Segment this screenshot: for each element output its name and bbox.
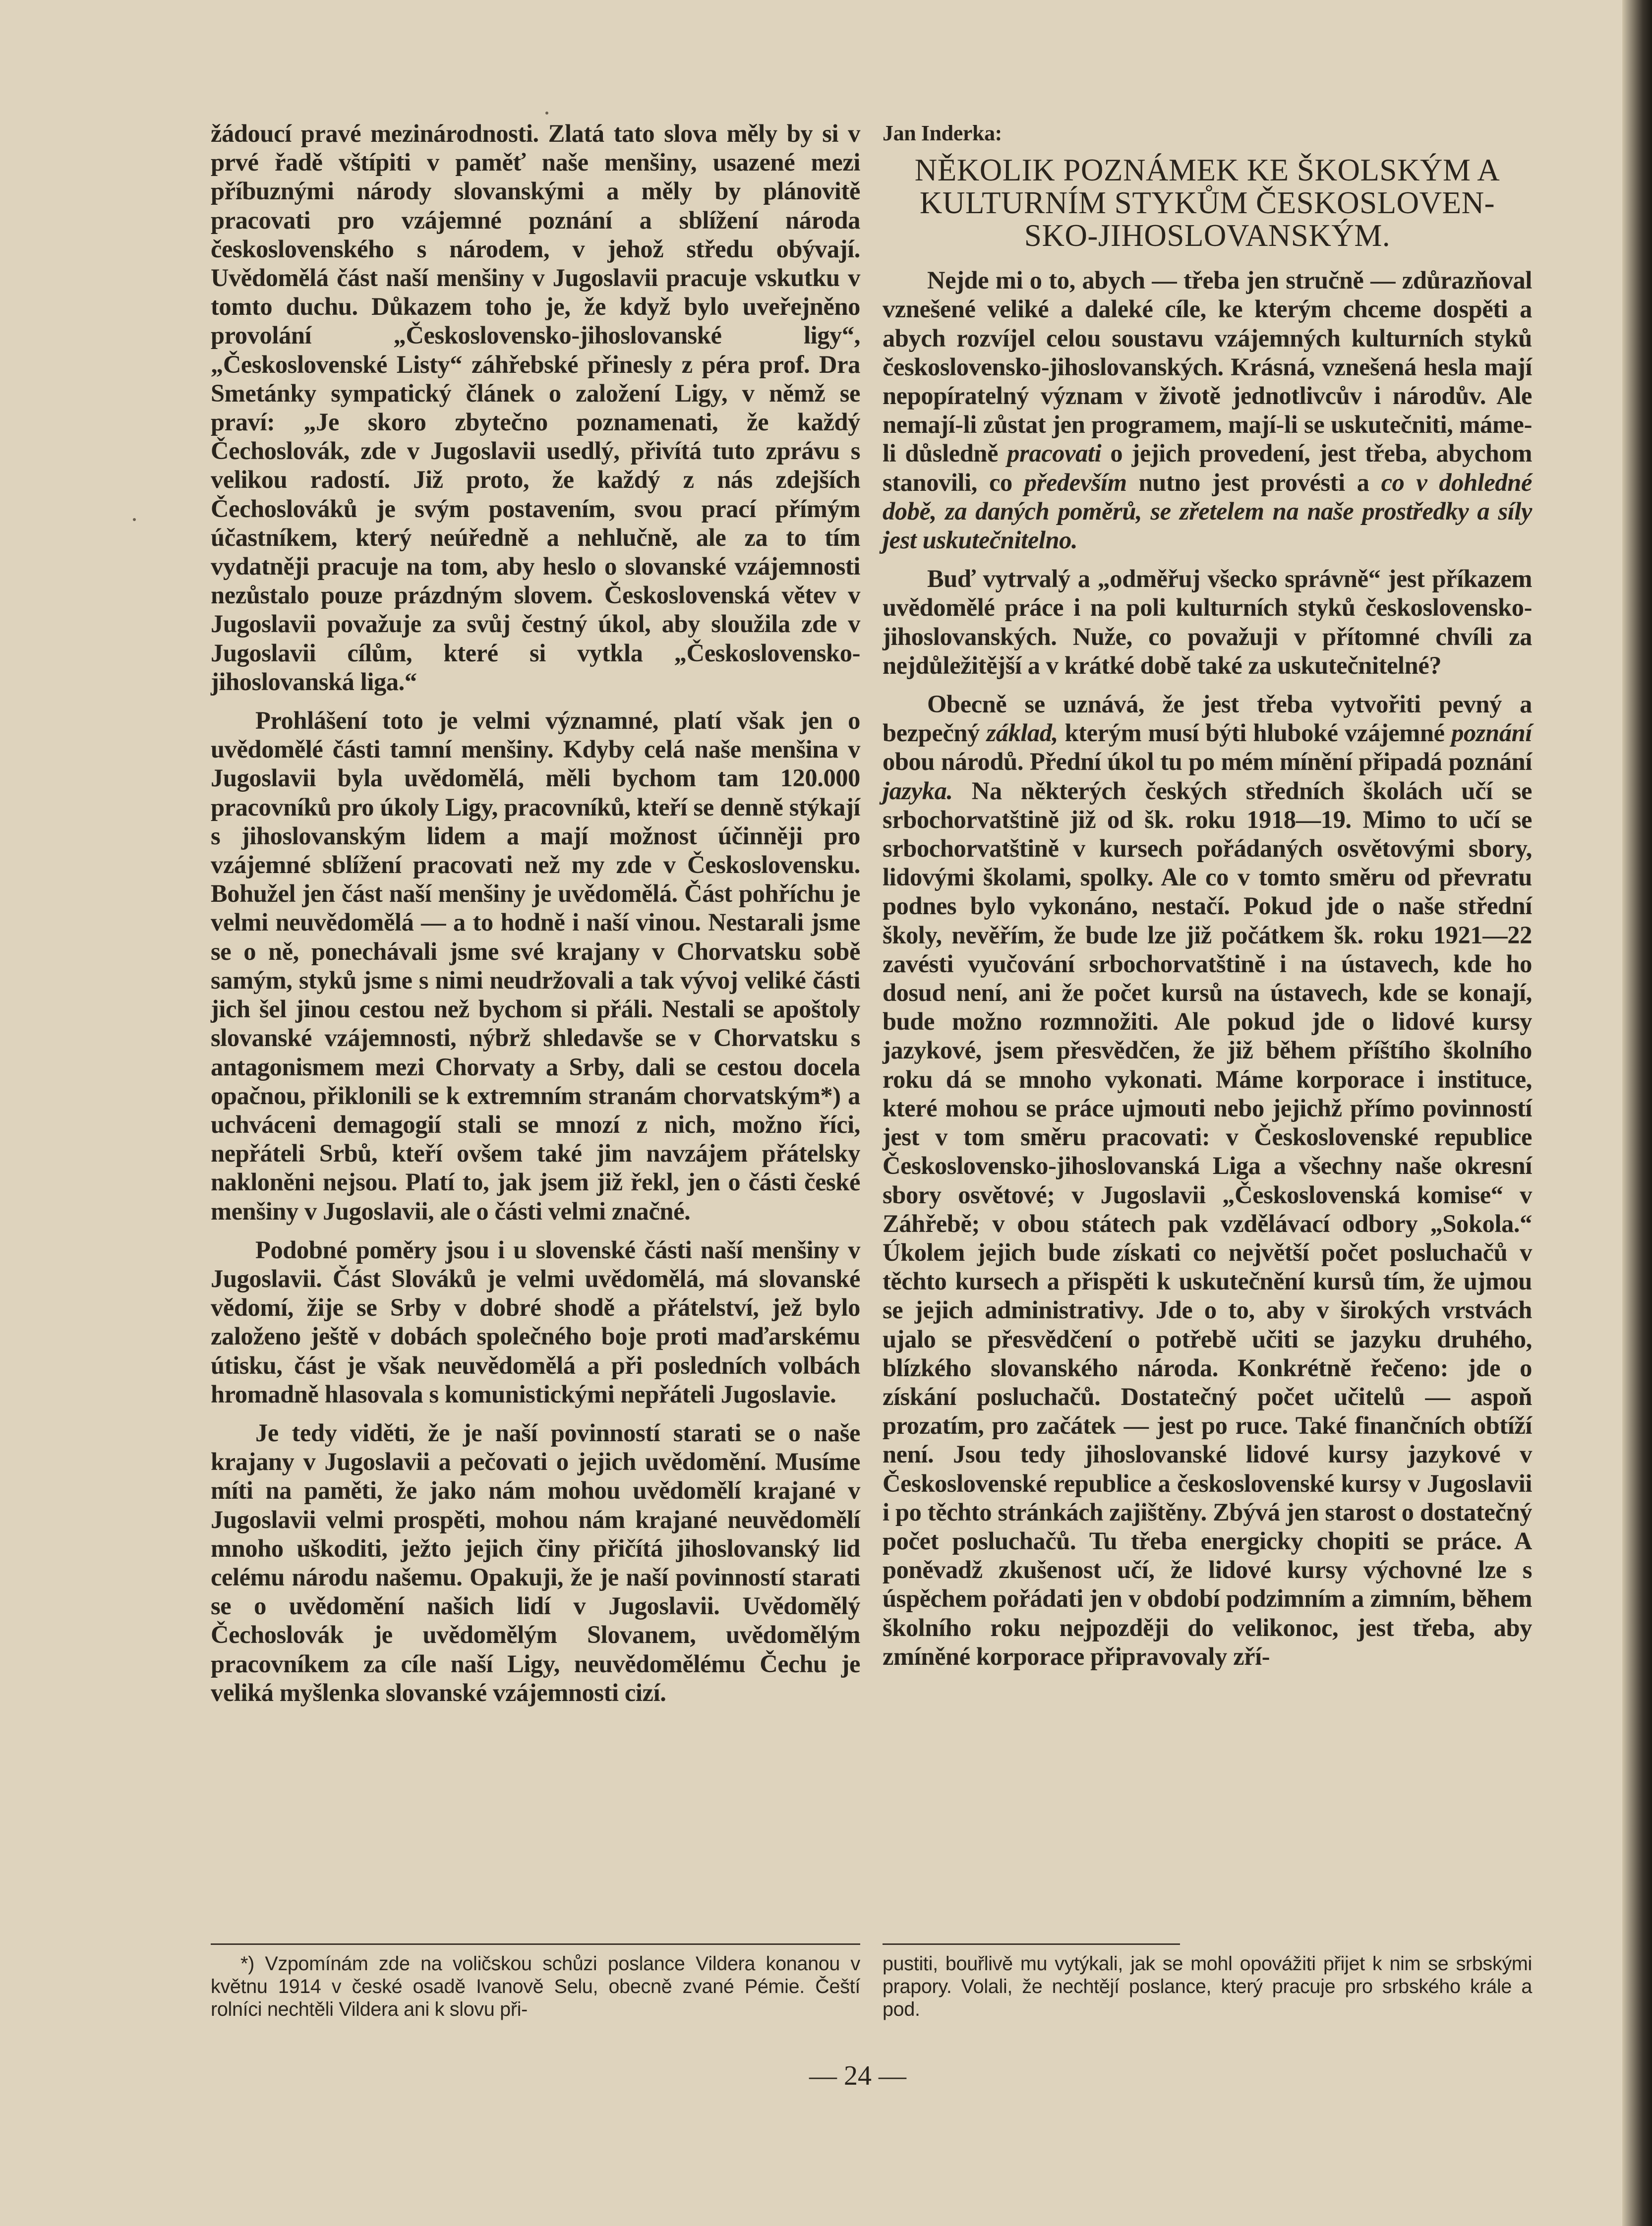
left-paragraph-3: Podobné poměry jsou i u slovenské části naší menšiny v Jugoslavii. Část Slováků je velmi uvědomělá, má slovanské vědomí, žije se Srby v dobré shodě a přátelství, jež bylo založeno ještě v dobách společného boje proti maďarskému útisku, část je však neuvědomělá a při posledních volbách hromadně hlasovala s komunistickými nepřáteli Jugoslavie. xyxy=(211,1235,860,1408)
p3-emphasis-poznani: poznání xyxy=(1451,719,1532,747)
right-paragraph-1 xyxy=(883,266,1532,554)
left-paragraph-4: Je tedy viděti, že je naší povinností starati se o naše krajany v Jugoslavii a pečovati o jejich uvědomění. Musíme míti na paměti, že jako nám mohou uvědomělí krajané v Jugoslavii velmi prospěti, mohou nám krajané neuvědomělí mnoho uškoditi, ježto jejich činy přičítá jihoslovanský lid celému národu našemu. Opakuji, že je naší povinností starati se o uvědomění našich lidí v Jugoslavii. Uvědomělý Čechoslovák je uvědomělým Slovanem, uvědomělým pracovníkem za cíle naší Ligy, neuvědomělému Čechu je veliká myšlenka slovanské vzájemnosti cizí. xyxy=(211,1418,860,1706)
p1-text-b: o jejich provedení, jest třeba, abychom stanovili, co xyxy=(883,439,1532,496)
article-title xyxy=(883,154,1532,252)
left-paragraph-1: žádoucí pravé mezinárodnosti. Zlatá tato slova měly by si v prvé řadě vštípiti v paměť naše menšiny, usazené mezi příbuznými národy slovanskými a měly by plánovitě pracovati pro vzájemné poznání a sblížení národa československého s národem, v jehož středu obývají. Uvědomělá část naší menšiny v Jugoslavii pracuje vskutku v tomto duchu. Důkazem toho je, že když bylo uveřejněno provolání „Československo-jihoslovanské ligy“, „Československé Listy“ záhřebské přinesly z péra prof. Dra Smetánky sympatický článek o založení Ligy, v němž se praví: „Je skoro zbytečno poznamenati, že každý Čechoslovák, zde v Jugoslavii usedlý, přivítá tuto zprávu s velikou radostí. Již proto, že každý z nás zdejších Čechoslováků je svým postavením, svou prací přímým účastníkem, který neúředně a nehlučně, ale za to tím vydatněji pracuje na tom, aby heslo o slovanské vzájemnosti nezůstalo pouze prázdným slovem. Československá větev v Jugoslavii považuje za svůj čestný úkol, aby sloužila zde v Jugoslavii cílům, které si vytkla „Československo-jihoslovanská liga.“ xyxy=(211,119,860,696)
page-edge-shadow xyxy=(1622,0,1652,2226)
article-title-line-1: NĚKOLIK POZNÁMEK KE ŠKOLSKÝM A xyxy=(914,153,1500,188)
article-title-line-3: SKO-JIHOSLOVANSKÝM. xyxy=(1024,218,1391,253)
print-speck xyxy=(545,112,548,115)
page-number: — 24 — xyxy=(809,2060,906,2091)
footnote-left: *) Vzpomínám zde na voličskou schůzi poslance Vildera konanou v květnu 1914 v české osadě Ivanově Selu, obecně zvané Pémie. Čeští rolníci nechtěli Vildera ani k slovu při- xyxy=(211,1953,860,2020)
p3-text-a: Obecně se uznává, že jest třeba vytvořiti pevný a bezpečný xyxy=(883,690,1532,747)
p1-emphasis-predevsim: především xyxy=(1024,468,1127,496)
p1-text-a: Nejde mi o to, abych — třeba jen stručně — zdůrazňoval vznešené veliké a daleké cíle, ke kterým chceme dospěti a abych rozvíjel celou soustavu vzájemných kulturních styků československo-jihoslovanských. Krásná, vznešená hesla mají nepopíratelný význam v životě jednotlivcův i národův. Ale nemají-li zůstat jen programem, mají-li se uskutečniti, máme-li důsledně xyxy=(883,266,1532,468)
footnote-rule-left xyxy=(211,1943,860,1945)
right-column xyxy=(883,119,1532,1681)
p3-text-b: kterým musí býti hluboké vzájemné xyxy=(1064,719,1445,747)
print-speck xyxy=(133,518,136,521)
p3-text-c: obou národů. Přední úkol tu po mém mínění připadá poznání xyxy=(883,748,1532,776)
p1-emphasis-pracovati: pracovati xyxy=(1007,439,1102,468)
p3-text-d: Na některých českých středních školách učí se srbochorvatštině již od šk. roku 1918—19. Mimo to učí se srbochorvatštině v kursech pořádaných osvětovými sbory, lidovými školami, spolky. Ale co v tomto směru od převratu podnes bylo vykonáno, nestačí. Pokud jde o naše střední školy, nevěřím, že bude lze již počátkem šk. roku 1921—22 zavésti vyučování srbochorvatštině i na ústavech, kde ho dosud není, ani že počet kursů na ústavech, kde se konají, bude možno rozmnožiti. Ale pokud jde o lidové kursy jazykové, jsem přesvědčen, že již během příštího školního roku dá se mnoho vykonati. Máme korporace i instituce, které mohou se práce ujmouti nebo jejichž přímo povinností jest v tom směru pracovati: v Československé republice Československo-jihoslovanská Liga a všechny naše okresní sbory osvětové; v Jugoslavii „Československá komise“ v Záhřebě; v obou státech pak vzdělávací odbory „Sokola.“ Úkolem jejich bude získati co největší počet posluchačů v těchto kursech a přispěti k uskutečnění kursů tím, že ujmou se jejich administrativy. Jde o to, aby v širokých vrstvách ujalo se přesvědčení o potřebě učiti se jazyku druhého, blízkého slovanského národa. Konkrétně řečeno: jde o získání posluchačů. Dostatečný počet učitelů — aspoň prozatím, pro začátek — jest po ruce. Také finančních obtíží není. Jsou tedy jihoslovanské lidové kursy jazykové v Československé republice a československé kursy v Jugoslavii i po těchto stránkách zajištěny. Zbývá jen starost o dostatečný počet posluchačů. Tu třeba energicky chopiti se práce. A poněvadž zkušenost učí, že lidové kursy výchovné lze s úspěchem pořádati jen v období podzimním a zimním, během školního roku nejpozději do velikonoc, jest třeba, aby zmíněné korporace připravovaly zří- xyxy=(883,776,1532,1670)
p3-emphasis-zaklad: základ, xyxy=(986,719,1058,747)
article-author: Jan Inderka: xyxy=(883,121,1002,145)
left-paragraph-2: Prohlášení toto je velmi významné, platí však jen o uvědomělé části tamní menšiny. Kdyby celá naše menšina v Jugoslavii byla uvědomělá, měli bychom tam 120.000 pracovníků pro úkoly Ligy, pracovníků, kteří se denně stýkají s jihoslovanským lidem a mají možnost účinněji pro vzájemné sblížení pracovati než my zde v Československu. Bohužel jen část naší menšiny je uvědomělá. Část pohříchu je velmi neuvědomělá — a to hodně i naší vinou. Nestarali jsme se o ně, ponechávali jsme své krajany v Chorvatsku sobě samým, styků jsme s nimi neudržovali a tak vývoj veliké části jich šel jinou cestou než bychom si přáli. Nestali se apoštoly slovanské vzájemnosti, nýbrž shledavše se v Chorvatsku s antagonismem mezi Chorvaty a Srby, dali se cestou docela opačnou, přiklonili se k extremním stranám chorvatským*) a uchváceni demagogií stali se mnozí z nich, možno říci, nepřáteli Srbů, kteří ovšem také jim navzájem přátelsky nakloněni nejsou. Platí to, jak jsem již řekl, jen o části české menšiny v Jugoslavii, ale o části velmi značné. xyxy=(211,706,860,1225)
right-paragraph-3 xyxy=(883,690,1532,1671)
article-title-line-2: KULTURNÍM STYKŮM ČESKOSLOVEN- xyxy=(919,185,1495,221)
p1-text-c: nutno jest provésti a xyxy=(1138,468,1369,496)
p3-emphasis-jazyka: jazyka. xyxy=(883,776,953,805)
right-paragraph-2: Buď vytrvalý a „odměřuj všecko správně“ jest příkazem uvědomělé práce i na poli kulturních styků československo-jihoslovanských. Nuže, co považuji v přítomné chvíli za nejdůležitější a v krátké době také za uskutečnitelné? xyxy=(883,565,1532,679)
footnote-right: pustiti, bouřlivě mu vytýkali, jak se mohl opovážiti přijet k nim se srbskými prapory. Volali, že nechtějí poslance, který pracuje pro srbského krále a pod. xyxy=(883,1953,1532,2020)
p1-emphasis-long: co v dohledné době, za daných poměrů, se zřetelem na naše prostředky a síly jest uskutečnitelno. xyxy=(883,468,1532,554)
left-column xyxy=(211,119,860,1717)
footnote-rule-right xyxy=(883,1943,1180,1945)
